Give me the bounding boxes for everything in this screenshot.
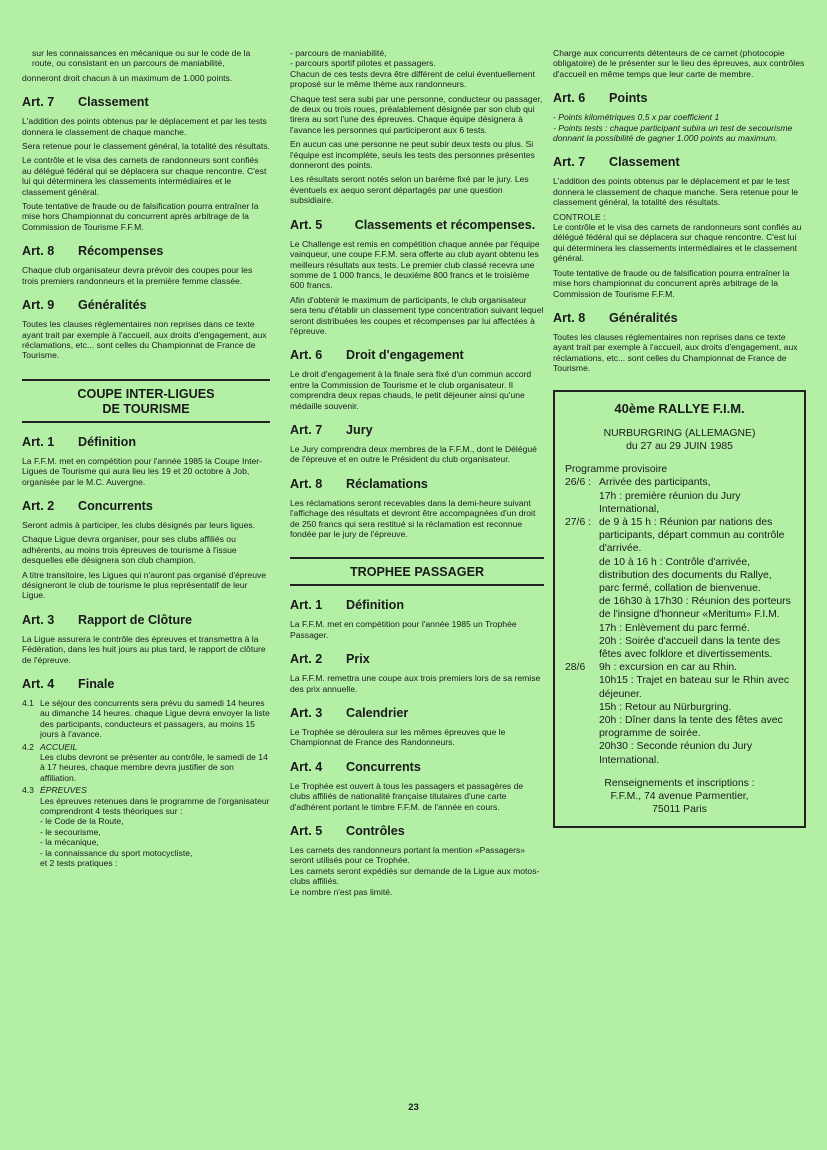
article-heading (290, 598, 544, 613)
item-heading: ÉPREUVES (40, 785, 87, 796)
article-title: Droit d'engagement (346, 348, 464, 363)
article-number: Art. 1 (22, 434, 55, 449)
programme-date: 27/6 : (565, 516, 591, 528)
article-title: Jury (346, 422, 373, 437)
programme-line: 17h : Enlèvement du parc fermé. (599, 622, 750, 634)
paragraph: Chaque test sera subi par une personne, conducteur ou passager, de deux ou trois roues, préalablement désignée par son club qui tirera au sort l'une des épreuves. Chaque équipe désignera à l'avance les personnes qui participeront aux 6 tests. (290, 93, 543, 135)
article-number: Art. 5 (290, 824, 323, 839)
article-title: Classements et récompenses. (354, 217, 536, 232)
programme-line: 15h : Retour au Nürburgring. (599, 701, 732, 713)
article-heading (290, 423, 544, 438)
article-heading (22, 613, 270, 628)
paragraph: Le nombre n'est pas limité. (290, 886, 393, 897)
paragraph: En aucun cas une personne ne peut subir deux tests ou plus. Si l'équipe est incomplète, seuls les tests des personnes présentes donneront des points. (290, 139, 535, 171)
paragraph: La F.F.M. met en compétition pour l'année 1985 la Coupe Inter-Ligues de Tourisme qui aura lieu les 19 et 20 octobre à Job, organisée par le M.C. Auvergne. (22, 455, 263, 487)
article-number: Art. 1 (290, 598, 323, 613)
list-item: - le secourisme, (40, 826, 101, 837)
article-title: Calendrier (346, 706, 409, 721)
rallye-place: NURBURGRING (ALLEMAGNE) (603, 427, 756, 439)
info-line: 75011 Paris (652, 804, 707, 816)
programme-line: de 10 à 16 h : Contrôle d'arrivée, distribution des documents du Rallye, parc fermé, collation de bienvenue. (599, 556, 772, 594)
item-number: 4.1 (22, 698, 34, 708)
rallye-dates: du 27 au 29 JUIN 1985 (626, 440, 733, 452)
article-number: Art. 4 (22, 677, 55, 691)
article-number: Art. 2 (22, 498, 55, 513)
article-title: Points (609, 91, 648, 106)
programme-line: 20h30 : Seconde réunion du Jury International. (599, 741, 753, 766)
item-text: Les épreuves retenues dans le programme de l'organisateur comprendront 4 tests théoriques sur : (40, 795, 270, 817)
article-heading (290, 218, 544, 233)
programme-line: Arrivée des participants, (599, 477, 711, 489)
list-item: - la connaissance du sport motocycliste, (40, 847, 193, 858)
article-number: Art. 6 (290, 348, 323, 363)
paragraph: Chaque Ligue devra organiser, pour ses clubs affiliés ou adhérents, au moins trois épreuves de tourisme à l'issue desquelles elle désignera son club champion. (22, 534, 237, 566)
paragraph: Le Jury comprendra deux membres de la F.F.M., dont le Délégué de l'épreuve et en outre le Président du club organisateur. (290, 443, 537, 465)
article-heading (22, 298, 270, 313)
article-number: Art. 2 (290, 652, 323, 667)
article-number: Art. 3 (290, 706, 323, 721)
numbered-item (22, 742, 270, 784)
article-title: Définition (346, 598, 405, 613)
paragraph: Les réclamations seront recevables dans la demi-heure suivant l'affichage des résultats et devront être accompagnées d'un droit de 250 francs qui sera restitué si la réclamation est reconnue fondée par le jury de l'épreuve. (290, 497, 536, 539)
article-heading (22, 244, 270, 259)
paragraph: Les carnets des randonneurs portant la mention «Passagers» seront utilisés pour ce Trophée. (290, 845, 526, 866)
article-number: Art. 6 (553, 91, 586, 106)
article-number: Art. 3 (22, 612, 55, 627)
article-number: Art. 8 (290, 476, 323, 491)
paragraph: Chaque club organisateur devra prévoir des coupes pour les trois premiers randonneurs et la première femme classée. (22, 265, 253, 286)
list-item: - parcours de maniabilité, (290, 48, 387, 58)
section-title-line: DE TOURISME (102, 401, 190, 416)
article-title: Définition (78, 434, 137, 449)
paragraph: Toutes les clauses réglementaires non reprises dans ce texte ayant trait par exemple à l'accueil, aux droits d'engagement, aux réclamations, etc... sont celles du Championnat de France de Tourisme. (553, 331, 798, 374)
paragraph: Chacun de ces tests devra être différent de celui éventuellement proposé sur le même thème aux randonneurs. (290, 68, 535, 90)
paragraph: Sera retenue pour le classement général, la totalité des résultats. (22, 141, 270, 152)
article-title: Classement (78, 95, 149, 110)
paragraph: sur les connaissances en mécanique ou sur le code de la route, ou consistant en un parcours de maniabilité, (32, 48, 251, 69)
item-number: 4.3 (22, 785, 34, 796)
info-line: F.F.M., 74 avenue Parmentier, (610, 791, 749, 803)
article-heading (290, 760, 544, 775)
paragraph: La F.F.M. remettra une coupe aux trois premiers lors de sa remise des prix annuelle. (290, 673, 541, 694)
article-title: Récompenses (78, 244, 164, 259)
item-text: et 2 tests pratiques : (40, 858, 118, 869)
paragraph: Le Trophée est ouvert à tous les passagers et passagères de clubs affiliés de nationalité française titulaires d'une carte d'adhérent portant le timbre F.F.M. de l'année en cours. (290, 780, 524, 812)
page-number: 23 (408, 1102, 419, 1113)
section-title-line: COUPE INTER-LIGUES (77, 386, 215, 401)
article-title: Concurrents (78, 498, 153, 513)
article-heading (290, 348, 544, 363)
article-title: Rapport de Clôture (78, 612, 193, 627)
rallye-title: 40ème RALLYE F.I.M. (614, 400, 745, 416)
article-number: Art. 7 (290, 422, 323, 437)
article-heading (22, 677, 270, 692)
section-title-trophee: TROPHEE PASSAGER (290, 557, 544, 586)
paragraph: La F.F.M. met en compétition pour l'année 1985 un Trophée Passager. (290, 619, 517, 640)
numbered-item (22, 785, 270, 868)
item-text: Le séjour des concurrents sera prévu du samedi 14 heures au dimanche 14 heures. chaque Ligue devra envoyer la liste des participants, conducteurs et passagers, au moins 15 jours à l'avance. (40, 698, 270, 740)
programme-day (565, 661, 794, 767)
article-heading (553, 311, 806, 326)
paragraph: L'addition des points obtenus par le déplacement et par le test donnera le classement de chaque manche. Sera retenue pour le classement général, la totalité des résultats. (553, 176, 799, 208)
programme-line: de 9 à 15 h : Réunion par nations des participants, départ commun au contrôle d'arrivée. (599, 516, 785, 555)
paragraph: Charge aux concurrents détenteurs de ce carnet (photocopie obligatoire) de le présenter sur le lieu des épreuves, aux contrôles d'accueil en même temps que leur carte de membre. (553, 48, 805, 79)
paragraph: Le Challenge est remis en compétition chaque année par l'équipe vainqueur, une coupe F.F.M. sera offerte au club ayant obtenu les meilleurs résultats aux tests. Le premier club classé recevra une somme de 1 000 francs, le deuxième 800 francs et le troisième 600 francs. (290, 238, 540, 291)
article-title: Finale (78, 677, 115, 691)
column-2 (290, 48, 544, 897)
list-item: - le Code de la Route, (40, 816, 124, 827)
article-number: Art. 8 (22, 244, 55, 259)
programme-line: 20h : Dîner dans la tente des fêtes avec programme de soirée. (599, 715, 783, 740)
paragraph: - Points kilométriques 0,5 x par coefficient 1 (553, 112, 720, 123)
paragraph: Toutes les clauses réglementaires non reprises dans ce texte ayant trait par exemple à l'accueil, aux droits d'engagement, aux réclamations, etc... sont celles du Championnat de France de Tourisme. (22, 319, 267, 361)
article-heading (290, 706, 544, 721)
paragraph: Le contrôle et le visa des carnets de randonneurs sont confiés au délégué fédéral qui se déplacera sur chaque rencontre. C'est lui qui déterminera les classements intermédiaires et le classement général. (553, 222, 802, 264)
paragraph: Toute tentative de fraude ou de falsification pourra entraîner la mise hors Championnat du concurrent après arbitrage de la Commission de Tourisme F.F.M. (22, 201, 259, 232)
programme-line: 9h : excursion en car au Rhin. (599, 662, 738, 674)
programme-day (565, 516, 794, 661)
article-number: Art. 7 (553, 155, 586, 170)
paragraph: Le droit d'engagement à la finale sera fixé d'un commun accord entre la Commission de Tourisme et le club organisateur. Il comprendra deux repas chauds, le petit déjeuner ainsi qu'une médaille souvenir. (290, 369, 532, 411)
article-title: Contrôles (346, 824, 405, 839)
item-number: 4.2 (22, 741, 34, 752)
article-heading (22, 435, 270, 450)
list-item: - la mécanique, (40, 837, 99, 848)
article-title: Généralités (78, 298, 147, 313)
paragraph: Seront admis à participer, les clubs désignés par leurs ligues. (22, 519, 256, 530)
article-heading (290, 652, 544, 667)
item-text: Les clubs devront se présenter au contrôle, le samedi de 14 à 17 heures, chaque membre devra justifier de son affiliation. (40, 752, 268, 783)
article-title: Concurrents (346, 759, 421, 774)
article-title: Réclamations (346, 476, 428, 491)
list-item: - parcours sportif pilotes et passagers. (290, 58, 436, 69)
paragraph: La Ligue assurera le contrôle des épreuves et transmettra à la Fédération, dans les huit jours au plus tard, le rapport de clôture de l'épreuve. (22, 633, 266, 665)
article-number: Art. 7 (22, 95, 55, 110)
column-3 (553, 48, 806, 828)
programme-line: 10h15 : Trajet en bateau sur le Rhin avec déjeuner. (599, 675, 790, 700)
programme-label: Programme provisoire (565, 464, 668, 476)
paragraph: Toute tentative de fraude ou de falsification pourra entraîner la mise hors championnat du concurrent après arbitrage de la Commission de Tourisme F.F.M. (553, 267, 790, 299)
article-title: Généralités (609, 310, 678, 325)
paragraph: donneront droit chacun à un maximum de 1.000 points. (22, 72, 233, 83)
article-number: Art. 8 (553, 310, 586, 325)
paragraph: L'addition des points obtenus par le déplacement et par les tests donnera le classement de chaque manche. (22, 116, 267, 137)
paragraph: CONTROLE : (553, 211, 606, 222)
article-heading (290, 824, 544, 839)
programme-line: 17h : première réunion du Jury International, (599, 490, 741, 515)
article-number: Art. 5 (290, 217, 323, 232)
item-heading: ACCUEIL (40, 741, 78, 752)
numbered-item (22, 698, 270, 740)
article-heading (553, 155, 806, 170)
rallye-box (553, 390, 806, 829)
paragraph: Afin d'obtenir le maximum de participants, le club organisateur sera tenu d'établir un classement type concentration suivant lequel seront distribuées les coupes et récompenses par lui affectées à l'épreuve. (290, 294, 544, 336)
article-title: Prix (346, 652, 370, 667)
article-number: Art. 9 (22, 298, 55, 313)
column-1 (22, 48, 270, 871)
paragraph: Les carnets seront expédiés sur demande de la Ligue aux motos-clubs affiliés. (290, 865, 540, 887)
article-heading (290, 477, 544, 492)
programme-day (565, 476, 794, 516)
programme-line: de 16h30 à 17h30 : Réunion des porteurs de l'insigne d'honneur «Meritum» F.I.M. (599, 596, 791, 621)
section-title-coupe (22, 379, 270, 423)
programme-line: 20h : Soirée d'accueil dans la tente des fêtes avec folklore et divertissements. (599, 635, 781, 660)
paragraph: A titre transitoire, les Ligues qui n'auront pas organisé d'épreuve désigneront le club de tourisme le plus représentatif de leur Ligue. (22, 569, 267, 601)
article-heading (553, 91, 806, 106)
article-heading (22, 499, 270, 514)
info-line: Renseignements et inscriptions : (604, 777, 755, 789)
paragraph: Les résultats seront notés selon un barème fixé par le jury. Les éventuels ex aequo seront départagés par une question subsidiaire. (290, 174, 529, 206)
article-number: Art. 4 (290, 759, 323, 774)
paragraph: Le Trophée se déroulera sur les mêmes épreuves que le Championnat de France des Randonneurs. (290, 727, 506, 748)
article-title: Classement (609, 155, 680, 170)
programme-date: 28/6 (565, 662, 586, 674)
programme-date: 26/6 : (565, 477, 591, 489)
article-heading (22, 95, 270, 110)
paragraph: Le contrôle et le visa des carnets de randonneurs sont confiés au délégué fédéral qui se déplacera sur chaque rencontre. C'est lui qui déterminera les classements intermédiaires et le classement général. (22, 155, 267, 197)
paragraph: - Points tests : chaque participant subira un test de secourisme donnant la possibilité de gagner 1.000 points au maximum. (553, 122, 793, 144)
